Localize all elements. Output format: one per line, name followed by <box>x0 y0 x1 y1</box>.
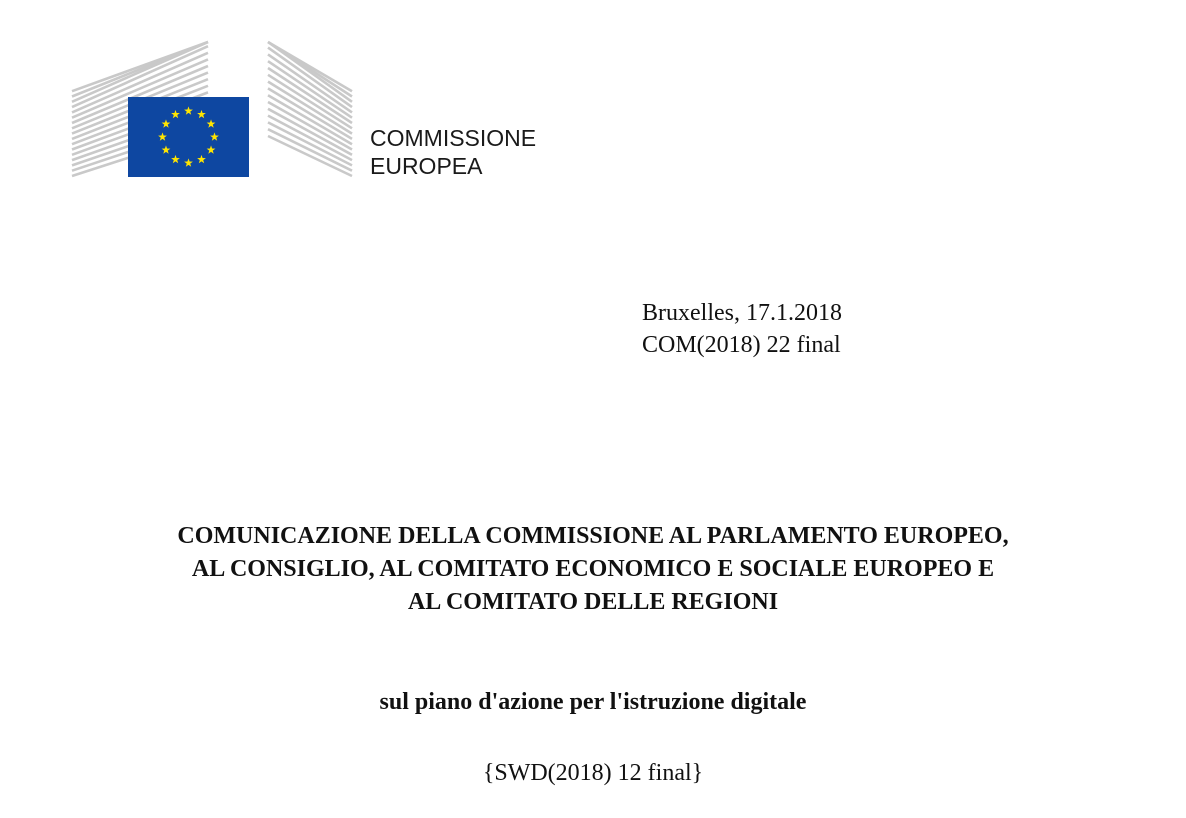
related-document-reference: {SWD(2018) 12 final} <box>482 760 704 786</box>
document-title-line-2: AL CONSIGLIO, AL COMITATO ECONOMICO E SOCIALE EUROPEO E <box>191 556 995 582</box>
document-subtitle: sul piano d'azione per l'istruzione digitale <box>379 689 807 715</box>
document-title-line-1: COMUNICAZIONE DELLA COMMISSIONE AL PARLAMENTO EUROPEO, <box>177 523 1009 549</box>
european-commission-logo-icon <box>70 40 360 180</box>
organization-name-line-2: EUROPEA <box>370 153 483 179</box>
document-reference <box>642 297 842 361</box>
place-date: Bruxelles, 17.1.2018 <box>642 300 842 326</box>
document-title <box>60 520 1126 619</box>
organization-name <box>370 124 536 180</box>
document-title-line-3: AL COMITATO DELLE REGIONI <box>407 589 779 615</box>
organization-name-line-1: COMMISSIONE <box>370 125 537 151</box>
document-number: COM(2018) 22 final <box>642 332 841 358</box>
